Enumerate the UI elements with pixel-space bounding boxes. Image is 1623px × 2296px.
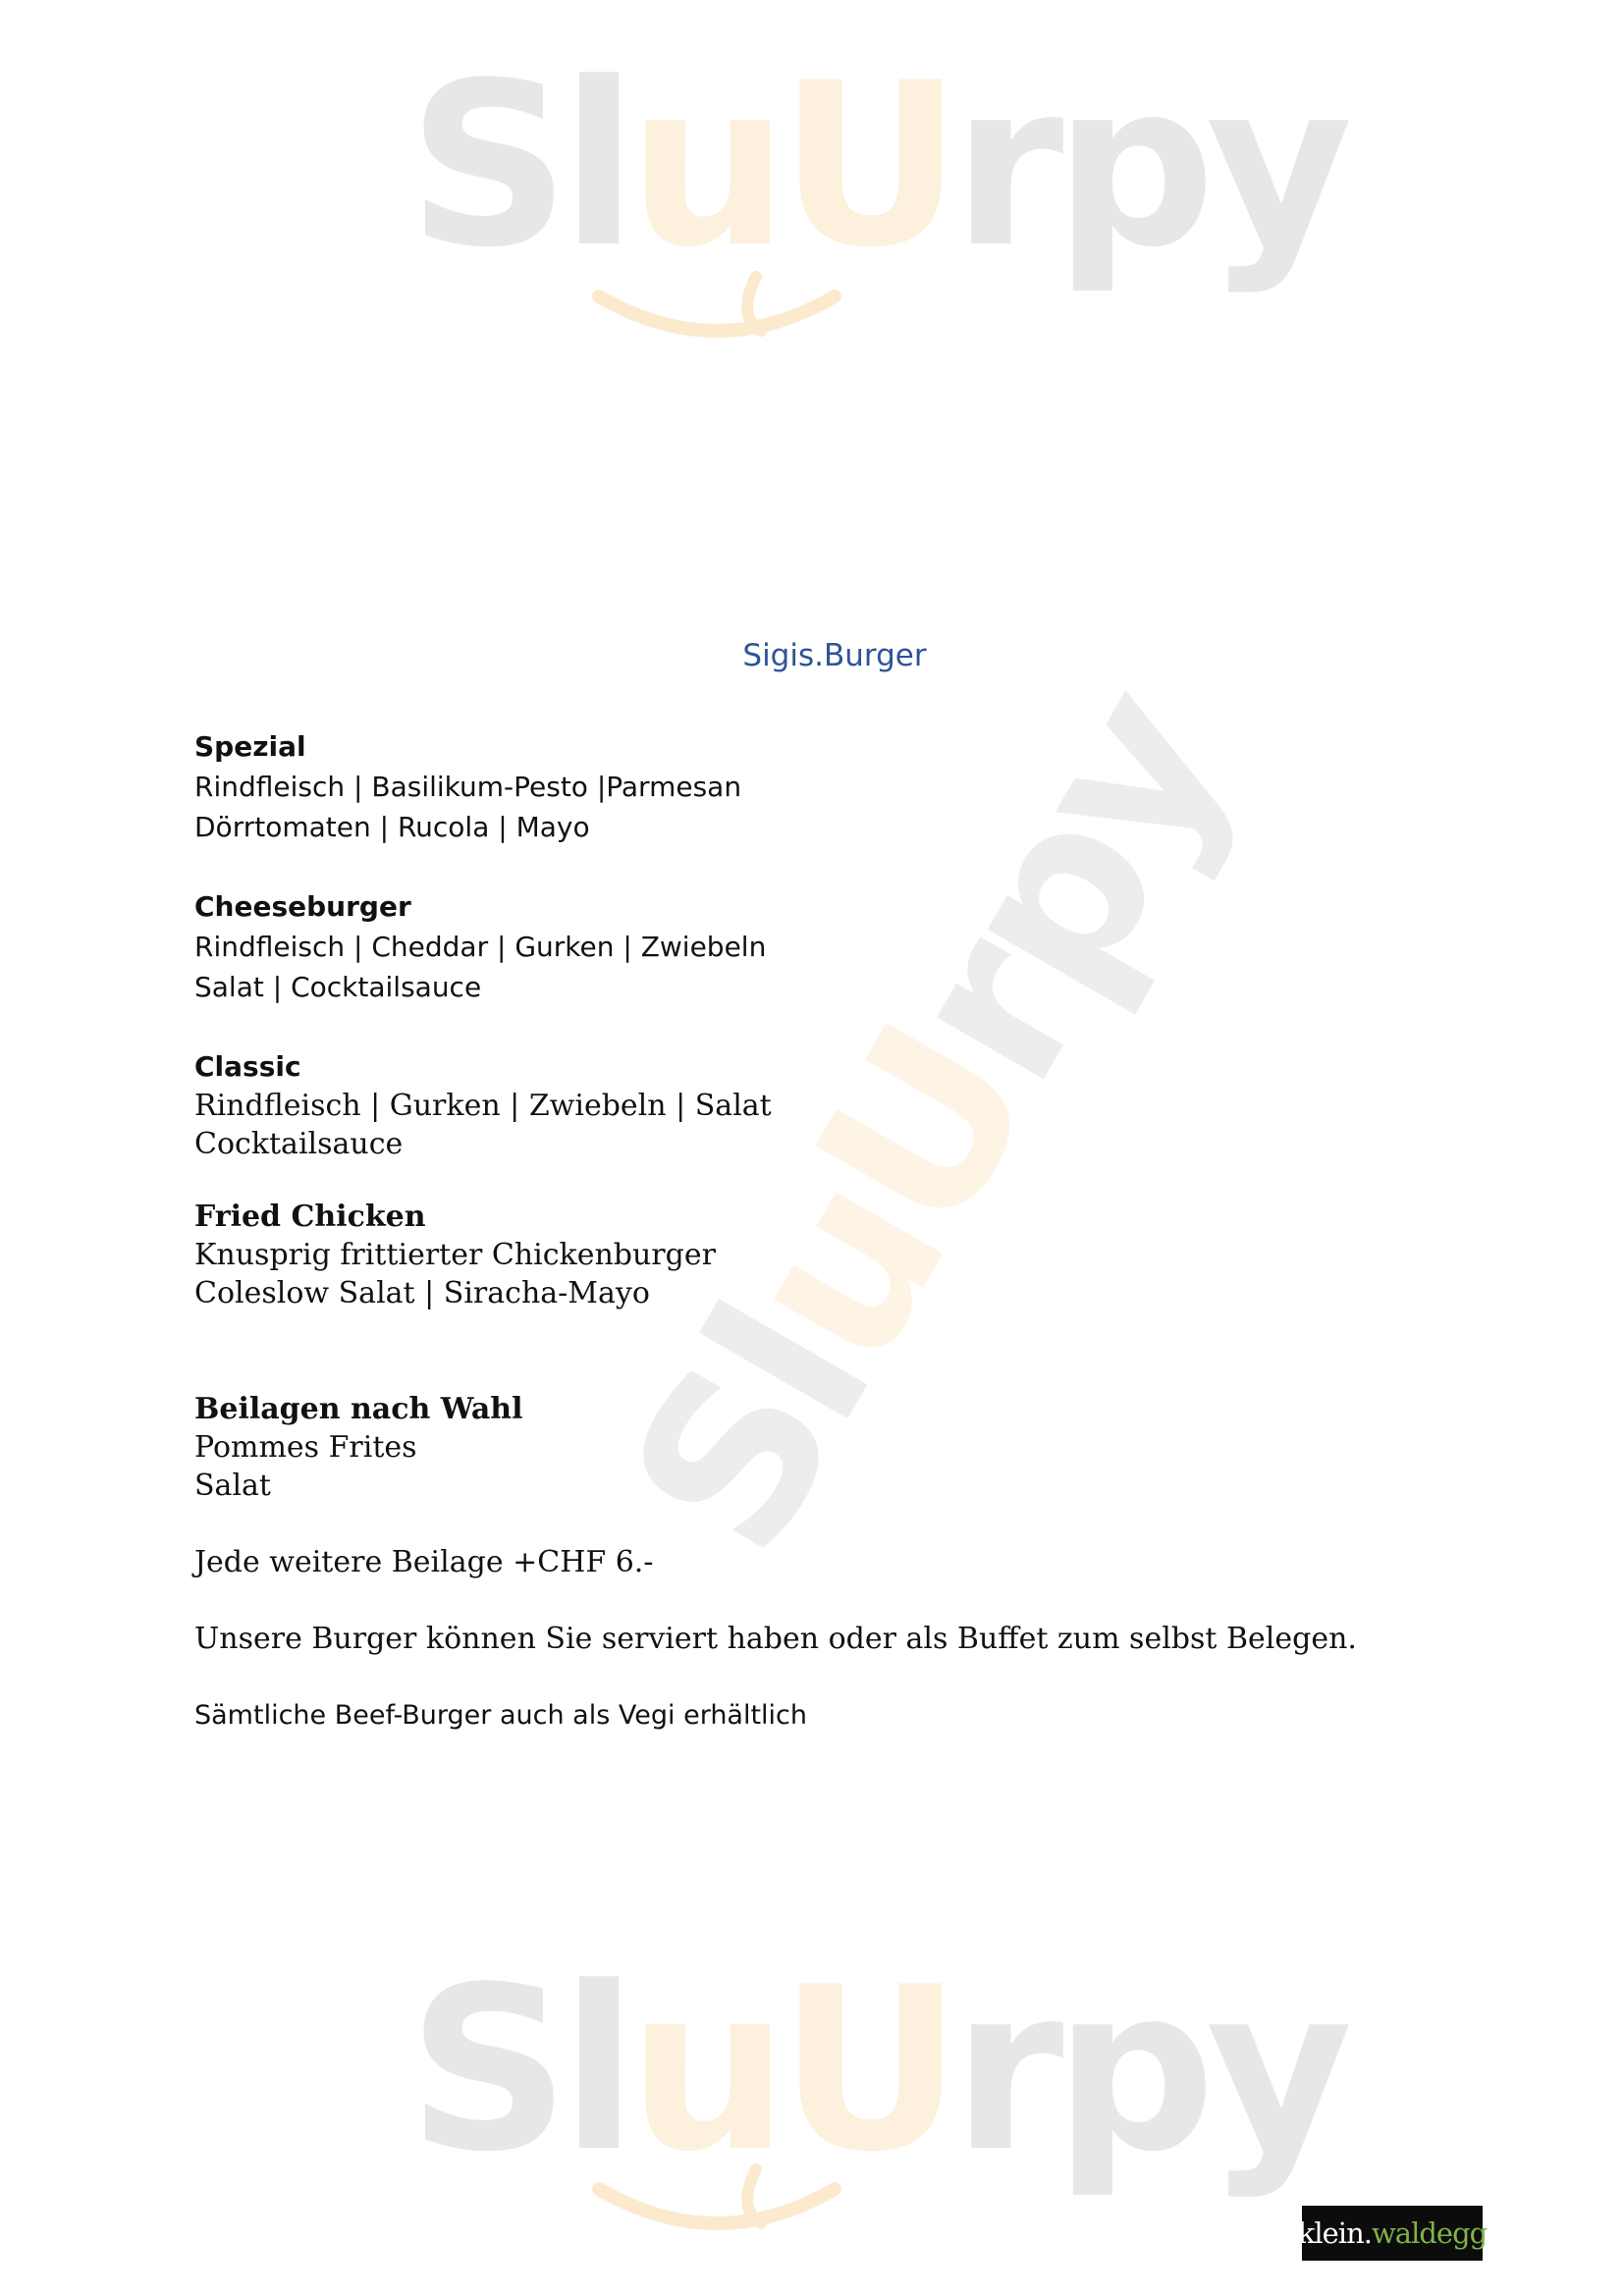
item-description-line: Rindfleisch | Gurken | Zwiebeln | Salat <box>194 1089 772 1123</box>
watermark-text-end: rpy <box>853 653 1276 1123</box>
side-option: Pommes Frites <box>194 1430 417 1465</box>
item-description-line: Rindfleisch | Cheddar | Gurken | Zwiebeln <box>194 931 767 963</box>
menu-item-fried-chicken <box>194 1198 716 1312</box>
logo-text-white: klein. <box>1297 2216 1372 2250</box>
service-note <box>194 1620 1357 1658</box>
service-note-text: Unsere Burger können Sie serviert haben oder als Buffet zum selbst Belegen. <box>194 1622 1357 1656</box>
item-description-line: Rindfleisch | Basilikum-Pesto |Parmesan <box>194 771 742 803</box>
item-name: Fried Chicken <box>194 1200 426 1234</box>
item-name: Cheeseburger <box>194 890 411 923</box>
item-description-line: Coleslow Salat | Siracha-Mayo <box>194 1276 650 1310</box>
sides-heading: Beilagen nach Wahl <box>194 1392 523 1426</box>
sides-section <box>194 1390 523 1505</box>
watermark-smile-icon <box>589 257 844 365</box>
vegi-note-text: Sämtliche Beef-Burger auch als Vegi erhältlich <box>194 1700 808 1731</box>
watermark-smile-icon <box>589 2160 844 2268</box>
watermark-text-start: Sl <box>581 1272 919 1595</box>
brand-logo <box>1297 2206 1488 2261</box>
menu-item-cheeseburger <box>194 886 766 1007</box>
menu-title: Sigis.Burger <box>742 638 927 673</box>
extra-side-note-text: Jede weitere Beilage +CHF 6.- <box>194 1545 654 1579</box>
item-name: Classic <box>194 1050 301 1083</box>
watermark-bottom <box>407 1940 1344 2202</box>
watermark-text-end: rpy <box>952 35 1344 297</box>
item-name: Spezial <box>194 730 306 763</box>
watermark-top <box>407 35 1344 297</box>
item-description-line: Cocktailsauce <box>194 1127 404 1161</box>
item-description-line: Dörrtomaten | Rucola | Mayo <box>194 811 590 843</box>
vegi-note <box>194 1695 807 1735</box>
watermark-text-start: Sl <box>407 1940 628 2202</box>
item-description-line: Knusprig frittierter Chickenburger <box>194 1238 716 1272</box>
watermark-text-mid: uU <box>627 35 953 297</box>
watermark-text-end: rpy <box>952 1940 1344 2202</box>
watermark-text-mid: uU <box>691 991 1081 1404</box>
side-option: Salat <box>194 1468 271 1503</box>
menu-item-spezial <box>194 726 741 847</box>
watermark-text-mid: uU <box>627 1940 953 2202</box>
watermark-text-start: Sl <box>407 35 628 297</box>
menu-item-classic-description <box>194 1087 772 1163</box>
menu-item-classic <box>194 1046 301 1087</box>
extra-side-note <box>194 1543 653 1581</box>
item-description-line: Salat | Cocktailsauce <box>194 971 482 1003</box>
logo-text-green: waldegg <box>1371 2216 1488 2250</box>
